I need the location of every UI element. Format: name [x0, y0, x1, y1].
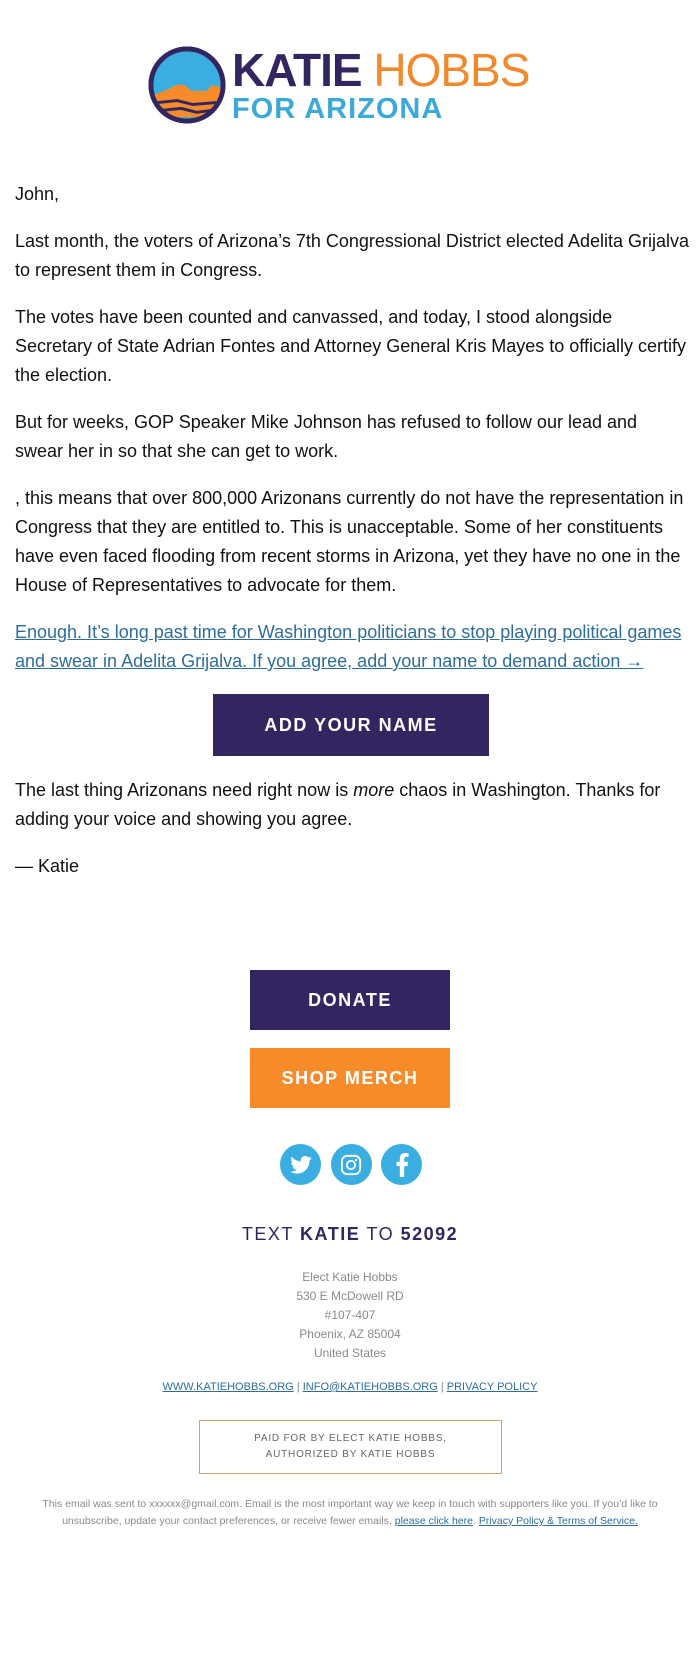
address-line: Phoenix, AZ 85004	[299, 1327, 401, 1341]
text-to-join	[0, 1224, 700, 1245]
email-body	[15, 180, 690, 899]
twitter-icon[interactable]	[280, 1144, 321, 1185]
logo-name	[232, 43, 530, 96]
facebook-icon[interactable]	[381, 1144, 422, 1185]
social-links	[280, 1144, 422, 1186]
paragraph-4: , this means that over 800,000 Arizonans currently do not have the representation in Congress that they are entitled to. This is unacceptable. Some of her constituents have even faced flooding from recent storms in Arizona, yet they have no one in the House of Representatives to advocate for them.	[15, 488, 684, 595]
paragraph-5-start: The last thing Arizonans need right now is	[15, 780, 354, 800]
address-line: United States	[313, 1346, 387, 1360]
link-separator: |	[296, 1381, 300, 1393]
email-disclaimer	[25, 1496, 675, 1530]
address-line: #107-407	[324, 1308, 376, 1322]
add-your-name-button[interactable]: ADD YOUR NAME	[213, 694, 489, 756]
mailing-address	[0, 1268, 700, 1363]
disclaimer-text: This email was sent to xxxxxx@gmail.com. Email is the most important way we keep in touch with supporters like you. If you’d like to unsubscribe, update your contact preferences, or receive fewer emails,	[42, 1498, 658, 1527]
campaign-logo	[148, 45, 558, 125]
facebook-f-glyph	[395, 1153, 409, 1177]
text-prefix: TEXT	[241, 1224, 294, 1244]
footer-links	[0, 1381, 700, 1393]
website-link[interactable]: WWW.KATIEHOBBS.ORG	[162, 1381, 294, 1393]
paragraph-5	[15, 776, 690, 834]
text-to: TO	[366, 1224, 395, 1244]
address-line: Elect Katie Hobbs	[302, 1270, 398, 1284]
email-link[interactable]: INFO@KATIEHOBBS.ORG	[302, 1381, 438, 1393]
paid-line-1: PAID FOR BY ELECT KATIE HOBBS,	[254, 1433, 447, 1444]
twitter-bird-glyph	[290, 1156, 312, 1174]
text-keyword: KATIE	[300, 1224, 361, 1244]
logo-subline: FOR ARIZONA	[232, 92, 444, 125]
logo-last-name: HOBBS	[373, 43, 530, 96]
shop-merch-button[interactable]: SHOP MERCH	[250, 1048, 450, 1108]
instagram-icon[interactable]	[331, 1144, 372, 1185]
text-number: 52092	[400, 1224, 459, 1244]
address-line: 530 E McDowell RD	[296, 1289, 404, 1303]
unsubscribe-link[interactable]: please click here	[394, 1515, 473, 1527]
link-separator: |	[440, 1381, 444, 1393]
paragraph-2: The votes have been counted and canvassed, and today, I stood alongside Secretary of State Adrian Fontes and Attorney General Kris Mayes to officially certify the election.	[15, 307, 686, 385]
disclaimer-separator: .	[472, 1515, 479, 1527]
instagram-camera-glyph	[340, 1154, 362, 1176]
arizona-landscape-icon	[148, 46, 226, 124]
demand-action-link[interactable]: Enough. It’s long past time for Washington politicians to stop playing political games and swear in Adelita Grijalva. If you agree, add your name to demand action →	[15, 622, 682, 671]
paragraph-5-emphasis: more	[353, 780, 395, 800]
paid-line-2: AUTHORIZED BY KATIE HOBBS	[265, 1449, 436, 1460]
paragraph-5-end: chaos in Washington. Thanks for adding your voice and showing you agree.	[15, 780, 661, 829]
terms-link[interactable]: Privacy Policy & Terms of Service.	[478, 1515, 638, 1527]
greeting: John,	[15, 184, 60, 204]
paid-for-disclosure	[199, 1420, 502, 1474]
donate-button[interactable]: DONATE	[250, 970, 450, 1030]
signoff: — Katie	[15, 856, 80, 876]
paragraph-1: Last month, the voters of Arizona’s 7th Congressional District elected Adelita Grijalva to represent them in Congress.	[15, 231, 690, 280]
privacy-policy-link[interactable]: PRIVACY POLICY	[446, 1381, 538, 1393]
logo-wordmark	[232, 43, 530, 125]
paragraph-3: But for weeks, GOP Speaker Mike Johnson has refused to follow our lead and swear her in so that she can get to work.	[15, 412, 638, 461]
logo-first-name: KATIE	[232, 43, 362, 96]
